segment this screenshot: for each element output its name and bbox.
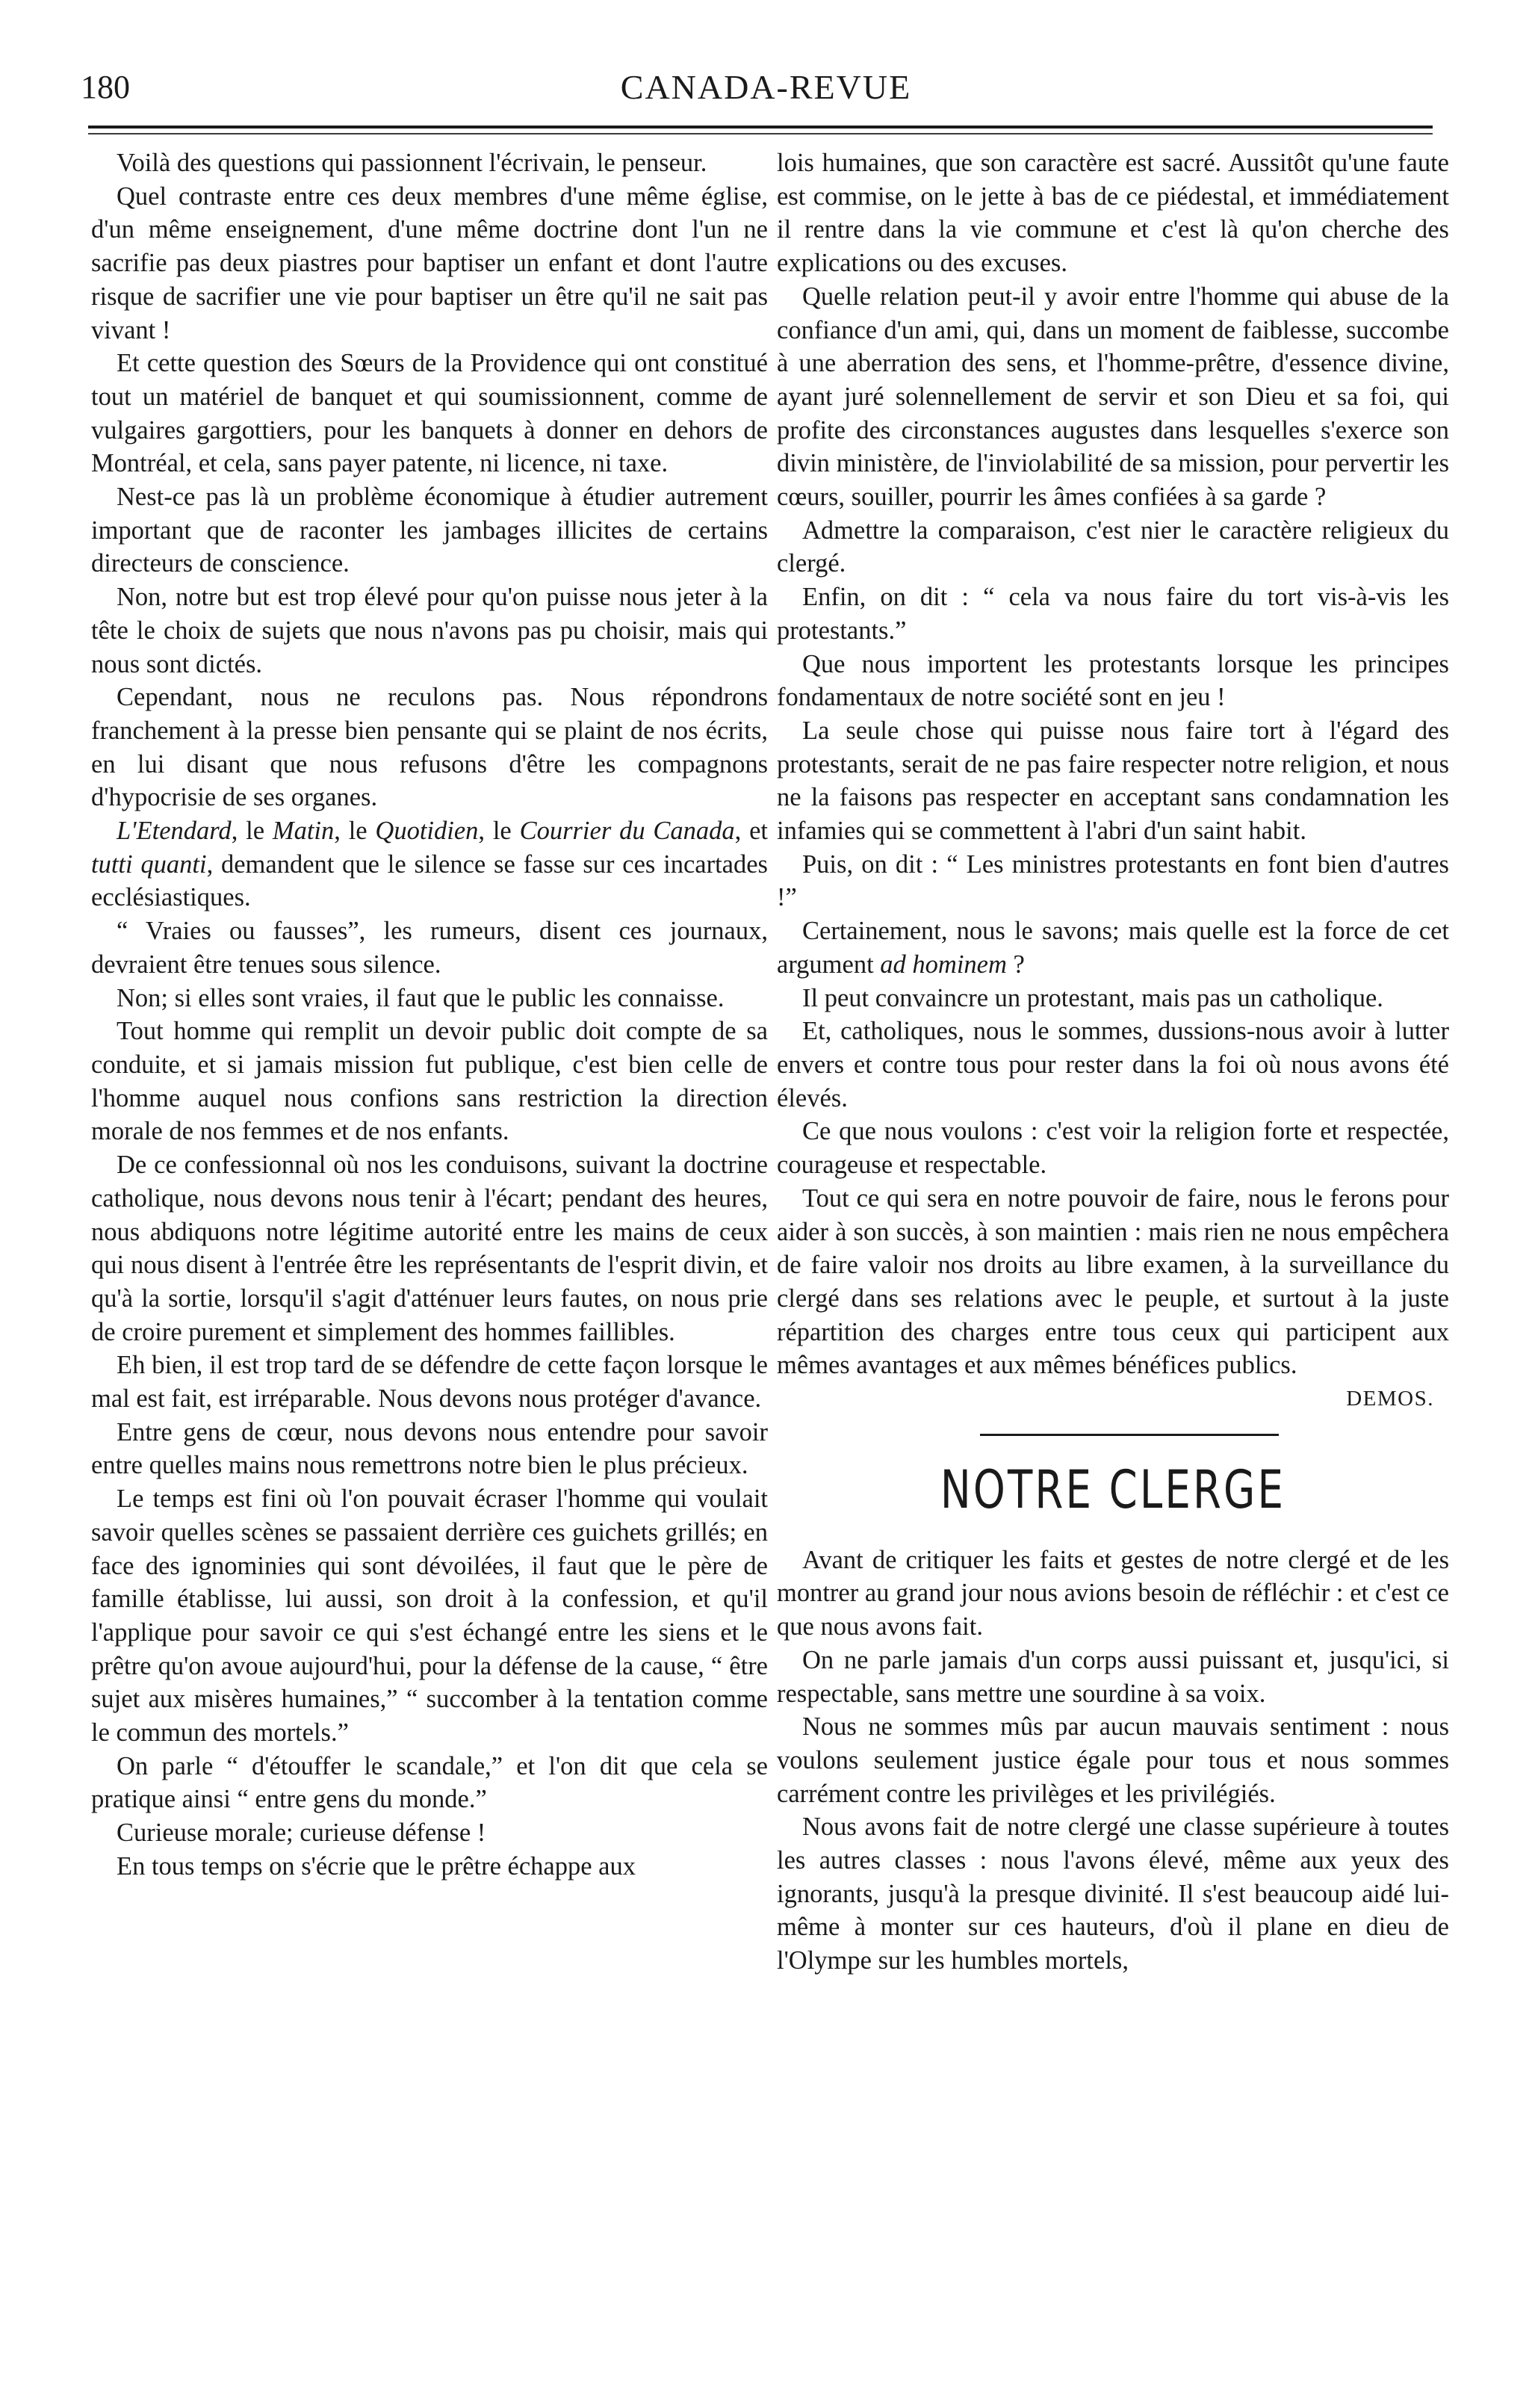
text-span: Certainement, nous le savons; mais quelle est la force de cet argument [777,917,1449,979]
paragraph: Tout homme qui remplit un devoir public doit compte de sa conduite, et si jamais mission fut publique, c'est bien celle de l'homme auquel nous confions sans restriction la direction morale de nos femmes et de nos enfants. [91,1017,768,1146]
paragraph: Nous avons fait de notre clergé une classe supérieure à toutes les autres classes : nous l'avons élevé, même aux yeux des ignorants, jusqu'à la presque divinité. Il s'est beaucoup aidé lui-même à monter sur ces hauteurs, d'où il plane en dieu de l'Olympe sur les humbles mortels, [777,1813,1449,1975]
text-span: , et [734,817,768,846]
paragraph: Curieuse morale; curieuse défense ! [117,1819,486,1848]
paragraph: Quelle relation peut-il y avoir entre l'homme qui abuse de la confiance d'un ami, qui, dans un moment de faiblesse, succombe à une aberration des sens, et l'homme-prêtre, d'essence divine, ayant juré solennellement de servir et son Dieu et sa foi, qui profite des circonstances augustes dans lesquelles s'exerce son divin ministère, de l'inviolabilité de sa mission, pour pervertir les cœurs, souiller, pourrir les âmes confiées à sa garde ? [777,282,1449,512]
paragraph: La seule chose qui puisse nous faire tort à l'égard des protestants, serait de ne pas faire respecter notre religion, et nous ne la faisons pas respecter en acceptant sans condamnation les infamies qui se commettent à l'abri d'un saint habit. [777,716,1449,846]
paragraph: Nest-ce pas là un problème économique à étudier autrement important que de raconter les jambages illicites de certains directeurs de conscience. [91,483,768,578]
header-rule-thin [88,133,1433,134]
paragraph-ad-hominem [777,914,1449,981]
paragraph: Il peut convaincre un protestant, mais pas un catholique. [802,983,1383,1012]
paragraph: On ne parle jamais d'un corps aussi puissant et, jusqu'ici, si respectable, sans mettre une sourdine à sa voix. [777,1645,1449,1708]
text-span: , le [334,817,376,846]
section-title: NOTRE CLERGE [940,1458,1286,1520]
paragraph: Puis, on dit : “ Les ministres protestants en font bien d'autres !” [777,849,1449,912]
paragraph-continued: lois humaines, que son caractère est sacré. Aussitôt qu'une faute est commise, on le jette à bas de ce piédestal, et immédiatement il rentre dans la vie commune et c'est là qu'on cherche des explications ou des excuses. [777,149,1449,278]
paragraph: Que nous importent les protestants lorsque les principes fondamentaux de notre société sont en jeu ! [777,649,1449,712]
paragraph: Tout ce qui sera en notre pouvoir de faire, nous le ferons pour aider à son succès, à son maintien : mais rien ne nous empêchera de faire valoir nos droits au libre examen, à la surveillance du clergé dans ses relations avec le peuple, et surtout à la juste répartition des charges entre tous ceux qui participent aux mêmes avantages et aux mêmes bénéfices publics. [777,1183,1449,1380]
latin-phrase: ad hominem [880,950,1007,979]
paragraph: Non; si elles sont vraies, il faut que le public les connaisse. [117,983,725,1012]
paragraph: Enfin, on dit : “ cela va nous faire du tort vis-à-vis les protestants.” [777,583,1449,645]
newspaper-name: Quotidien [375,817,479,846]
newspaper-name: L'Etendard [117,817,232,846]
paragraph: Entre gens de cœur, nous devons nous entendre pour savoir entre quelles mains nous remettrons notre bien le plus précieux. [91,1417,768,1480]
paragraph: Quel contraste entre ces deux membres d'une même église, d'un même enseignement, d'une même doctrine dont l'un ne sacrifie pas deux piastres pour baptiser un enfant et dont l'autre risque de sacrifier une vie pour baptiser un être qu'il ne sait pas vivant ! [91,182,768,344]
text-span: , le [478,817,520,846]
header-rule [88,126,1433,129]
paragraph: Cependant, nous ne reculons pas. Nous répondrons franchement à la presse bien pensante qui se plaint de nos écrits, en lui disant que nous refusons d'être les compagnons d'hypocrisie de ses organes. [91,683,768,812]
paragraph: “ Vraies ou fausses”, les rumeurs, disent ces journaux, devraient être tenues sous silence. [91,917,768,979]
text-span: , demandent que le silence se fasse sur ces incartades ecclésiastiques. [91,849,768,912]
newspaper-name: Courrier du Canada [519,817,735,846]
paragraph: Admettre la comparaison, c'est nier le caractère religieux du clergé. [777,516,1449,578]
paragraph: Et cette question des Sœurs de la Providence qui ont constitué tout un matériel de banquet et qui soumissionnent, comme de vulgaires gargottiers, pour les banquets à donner en dehors de Montréal, et cela, sans payer patente, ni licence, ni taxe. [91,349,768,478]
paragraph: Et, catholiques, nous le sommes, dussions-nous avoir à lutter envers et contre tous pour rester dans la foi où nous avons été élevés. [777,1017,1449,1112]
author-signature: DEMOS. [1346,1387,1434,1411]
latin-phrase: tutti quanti [91,849,207,879]
paragraph: Non, notre but est trop élevé pour qu'on puisse nous jeter à la tête le choix de sujets que nous n'avons pas pu choisir, mais qui nous sont dictés. [91,583,768,678]
paragraph: De ce confessionnal où nos les conduisons, suivant la doctrine catholique, nous devons nous tenir à l'écart; pendant des heures, nous abdiquons notre légitime autorité entre les mains de ceux qui nous disent à l'entrée être les représentants de l'esprit divin, et qu'à la sortie, lorsqu'il s'agit d'atténuer leurs fautes, on nous prie de croire purement et simplement des hommes faillibles. [91,1151,768,1346]
paragraph: Ce que nous voulons : c'est voir la religion forte et respectée, courageuse et respectable. [777,1117,1449,1180]
paragraph-newspapers [91,814,768,914]
paragraph: Voilà des questions qui passionnent l'écrivain, le penseur. [117,149,707,177]
journal-title: CANADA-REVUE [620,68,912,106]
section-separator [980,1434,1279,1436]
text-span: ? [1006,950,1025,979]
paragraph: Avant de critiquer les faits et gestes de notre clergé et de les montrer au grand jour nous avions besoin de réfléchir : et c'est ce que nous avons fait. [777,1545,1449,1641]
right-column [777,146,1449,1978]
text-span: , le [231,817,273,846]
paragraph: Nous ne sommes mûs par aucun mauvais sentiment : nous voulons seulement justice égale pour tous et nous sommes carrément contre les privilèges et les privilégiés. [777,1712,1449,1808]
left-column [91,146,768,1884]
paragraph: On parle “ d'étouffer le scandale,” et l'on dit que cela se pratique ainsi “ entre gens du monde.” [91,1751,768,1814]
paragraph: En tous temps on s'écrie que le prêtre échappe aux [117,1851,636,1881]
page-number: 180 [81,69,130,105]
paragraph: Eh bien, il est trop tard de se défendre de cette façon lorsque le mal est fait, est irréparable. Nous devons nous protéger d'avance. [91,1351,768,1414]
newspaper-name: Matin [272,817,335,846]
paragraph: Le temps est fini où l'on pouvait écraser l'homme qui voulait savoir quelles scènes se passaient derrière ces guichets grillés; en face des ignominies qui sont dévoilées, il faut que le père de famille établisse, lui aussi, son droit à la confession, et qu'il l'applique pour savoir ce qui s'est échangé entre les siens et le prêtre qu'on avoue aujourd'hui, pour la défense de la cause, “ être sujet aux misères humaines,” “ succomber à la tentation comme le commun des mortels.” [91,1485,768,1748]
